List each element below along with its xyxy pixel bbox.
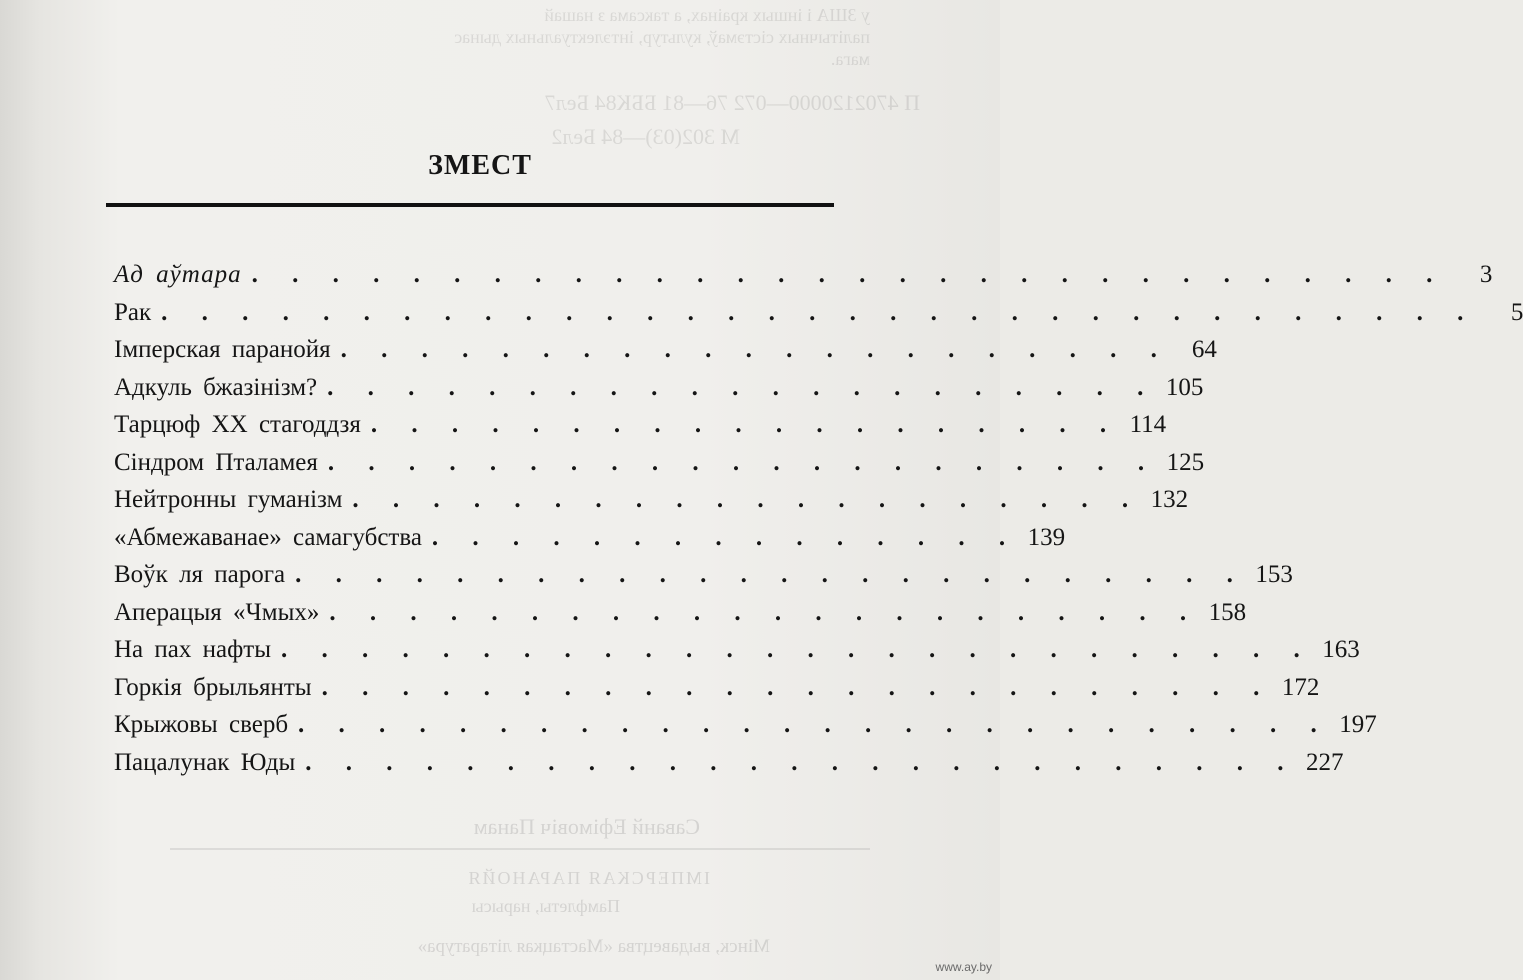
watermark: www.ay.by: [935, 960, 992, 974]
toc-entry-page: 125: [1166, 448, 1205, 476]
bleed-line: Мінск, выдавецтва «Мастацкая літаратура»: [417, 936, 770, 957]
toc-leader: . . . . . . . . . . . . . . . . . . . . . . . . .: [305, 748, 1298, 776]
toc-entry-title: Імперская паранойя: [114, 336, 331, 363]
toc-leader: . . . . . . . . . . . . . . . . . . . . .: [340, 336, 1171, 363]
toc-leader: . . . . . . . . . . . . . . . . . . . . .: [327, 448, 1159, 476]
toc-leader: . . . . . . . . . . . . . . . . . . . . . . . .: [295, 561, 1247, 588]
toc-entry-page: 105: [1165, 373, 1204, 401]
toc-leader: . . . . . . . . . . . . . . . . . . . . . . . . . . . . . .: [251, 261, 1447, 288]
bleed-through-top: [0, 0, 1000, 149]
toc-leader: . . . . . . . . . . . . . . . . . . .: [370, 411, 1121, 438]
bleed-rule: [170, 848, 870, 850]
toc-entry: [114, 594, 1247, 632]
bleed-line: П 4702120000—072 76—81 ББК84 Бел7: [544, 90, 920, 115]
toc-entry-page: 114: [1129, 411, 1167, 438]
toc-entry-title: Тарцюф XX стагоддзя: [114, 411, 361, 438]
toc-leader: . . . . . . . . . . . . . . . . . . . . . . . .: [321, 673, 1274, 701]
toc-entry-title: Воўк ля парога: [114, 561, 286, 588]
bleed-line: М 302(03)—84 Бел2: [551, 124, 740, 149]
toc-entry: [114, 406, 1167, 444]
bleed-line: мага.: [830, 49, 870, 69]
toc-entry-page: 3: [1479, 261, 1493, 288]
title-rule: [106, 203, 834, 207]
toc-entry-title: «Абмежаванае» самагубства: [114, 523, 422, 551]
toc-entry: [114, 256, 1493, 294]
bleed-line: у ЗША і іншых краінах, а таксама з нашай: [544, 5, 870, 25]
bleed-through-bottom: [0, 808, 1000, 980]
toc-entry-title: Пацалунак Юды: [114, 748, 296, 776]
toc-entry-title: Аперацыя «Чмых»: [114, 598, 320, 626]
toc-entry-title: Рак: [114, 298, 152, 326]
toc-entry: [114, 706, 1377, 744]
toc-entry: [114, 481, 1189, 519]
toc-entry: [114, 669, 1320, 707]
toc-entry-page: 197: [1339, 711, 1377, 738]
toc-entry: [114, 556, 1293, 594]
toc-entry: [114, 369, 1204, 407]
toc-entry-page: 153: [1255, 561, 1293, 588]
page-title: ЗМЕСТ: [428, 150, 532, 181]
toc-entry: [114, 294, 1523, 332]
toc-entry-page: 139: [1027, 523, 1066, 551]
toc-leader: . . . . . . . . . . . . . . .: [431, 523, 1020, 551]
toc-entry-title: Горкія брыльянты: [114, 673, 312, 701]
bleed-line: Саванй Ефімовіч Панам: [473, 814, 700, 839]
toc-leader: . . . . . . . . . . . . . . . . . . . . . . . . . . . . . . . . .: [161, 298, 1478, 326]
toc-entry-page: 163: [1322, 636, 1360, 663]
toc-entry: [114, 444, 1205, 482]
toc-entry: [114, 331, 1217, 369]
toc-entry-title: Нейтронны гуманізм: [114, 486, 343, 513]
toc-leader: . . . . . . . . . . . . . . . . . . . . . .: [329, 598, 1201, 626]
toc-entry-title: Крыжовы сверб: [114, 711, 289, 738]
toc-entry-page: 132: [1150, 486, 1189, 513]
toc-entry: [114, 744, 1344, 782]
toc-leader: . . . . . . . . . . . . . . . . . . . .: [352, 486, 1143, 513]
toc-entry: [114, 631, 1360, 669]
toc-entry-title: Адкуль бжазінізм?: [114, 373, 318, 401]
bleed-line: Памфлеты, нарысы: [471, 896, 620, 916]
toc-leader: . . . . . . . . . . . . . . . . . . . . . . . . . .: [281, 636, 1314, 663]
toc-entry-title: Сіндром Пталамея: [114, 448, 318, 476]
toc-entry-page: 158: [1208, 598, 1247, 626]
bleed-line: палітычных сістэмаў, культур, інтэлектуальных дынас: [454, 27, 870, 47]
toc-entry: [114, 519, 1066, 557]
table-of-contents: [114, 256, 1523, 781]
toc-entry-page: 172: [1281, 673, 1320, 701]
toc-entry-title: Ад аўтара: [114, 261, 242, 288]
toc-entry-page: 5: [1510, 298, 1523, 326]
toc-entry-page: 64: [1191, 336, 1217, 363]
toc-entry-page: 227: [1306, 748, 1344, 776]
toc-entry-title: На пах нафты: [114, 636, 272, 663]
bleed-line: ІМПЕРСКАЯ ПАРАНОЙЯ: [466, 868, 710, 888]
toc-leader: . . . . . . . . . . . . . . . . . . . . .: [327, 373, 1158, 401]
toc-leader: . . . . . . . . . . . . . . . . . . . . . . . . . .: [298, 711, 1331, 738]
